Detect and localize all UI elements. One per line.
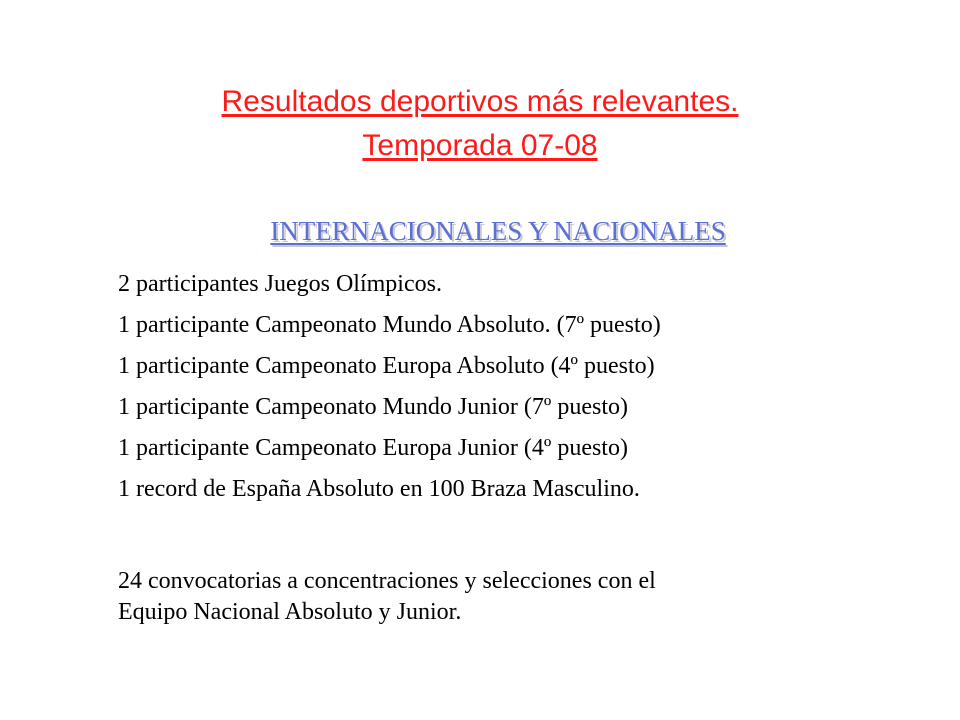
list-item: 1 participante Campeonato Europa Absoluto (4º puesto) (118, 353, 655, 379)
list-item: 1 record de España Absoluto en 100 Braza Masculino. (118, 476, 640, 502)
section-heading: INTERNACIONALES Y NACIONALES (270, 216, 726, 246)
title-line-2: Temporada 07-08 (362, 129, 598, 162)
summary-line-2: Equipo Nacional Absoluto y Junior. (118, 599, 462, 625)
summary-paragraph (118, 566, 898, 628)
results-list (118, 264, 938, 510)
summary-line-1: 24 convocatorias a concentraciones y selecciones con el (118, 568, 656, 594)
list-item: 1 participante Campeonato Europa Junior (4º puesto) (118, 435, 628, 461)
slide-title (0, 80, 960, 168)
list-item: 2 participantes Juegos Olímpicos. (118, 271, 442, 297)
list-item: 1 participante Campeonato Mundo Absoluto. (7º puesto) (118, 312, 661, 338)
title-line-1: Resultados deportivos más relevantes. (221, 85, 739, 118)
list-item: 1 participante Campeonato Mundo Junior (7º puesto) (118, 394, 628, 420)
